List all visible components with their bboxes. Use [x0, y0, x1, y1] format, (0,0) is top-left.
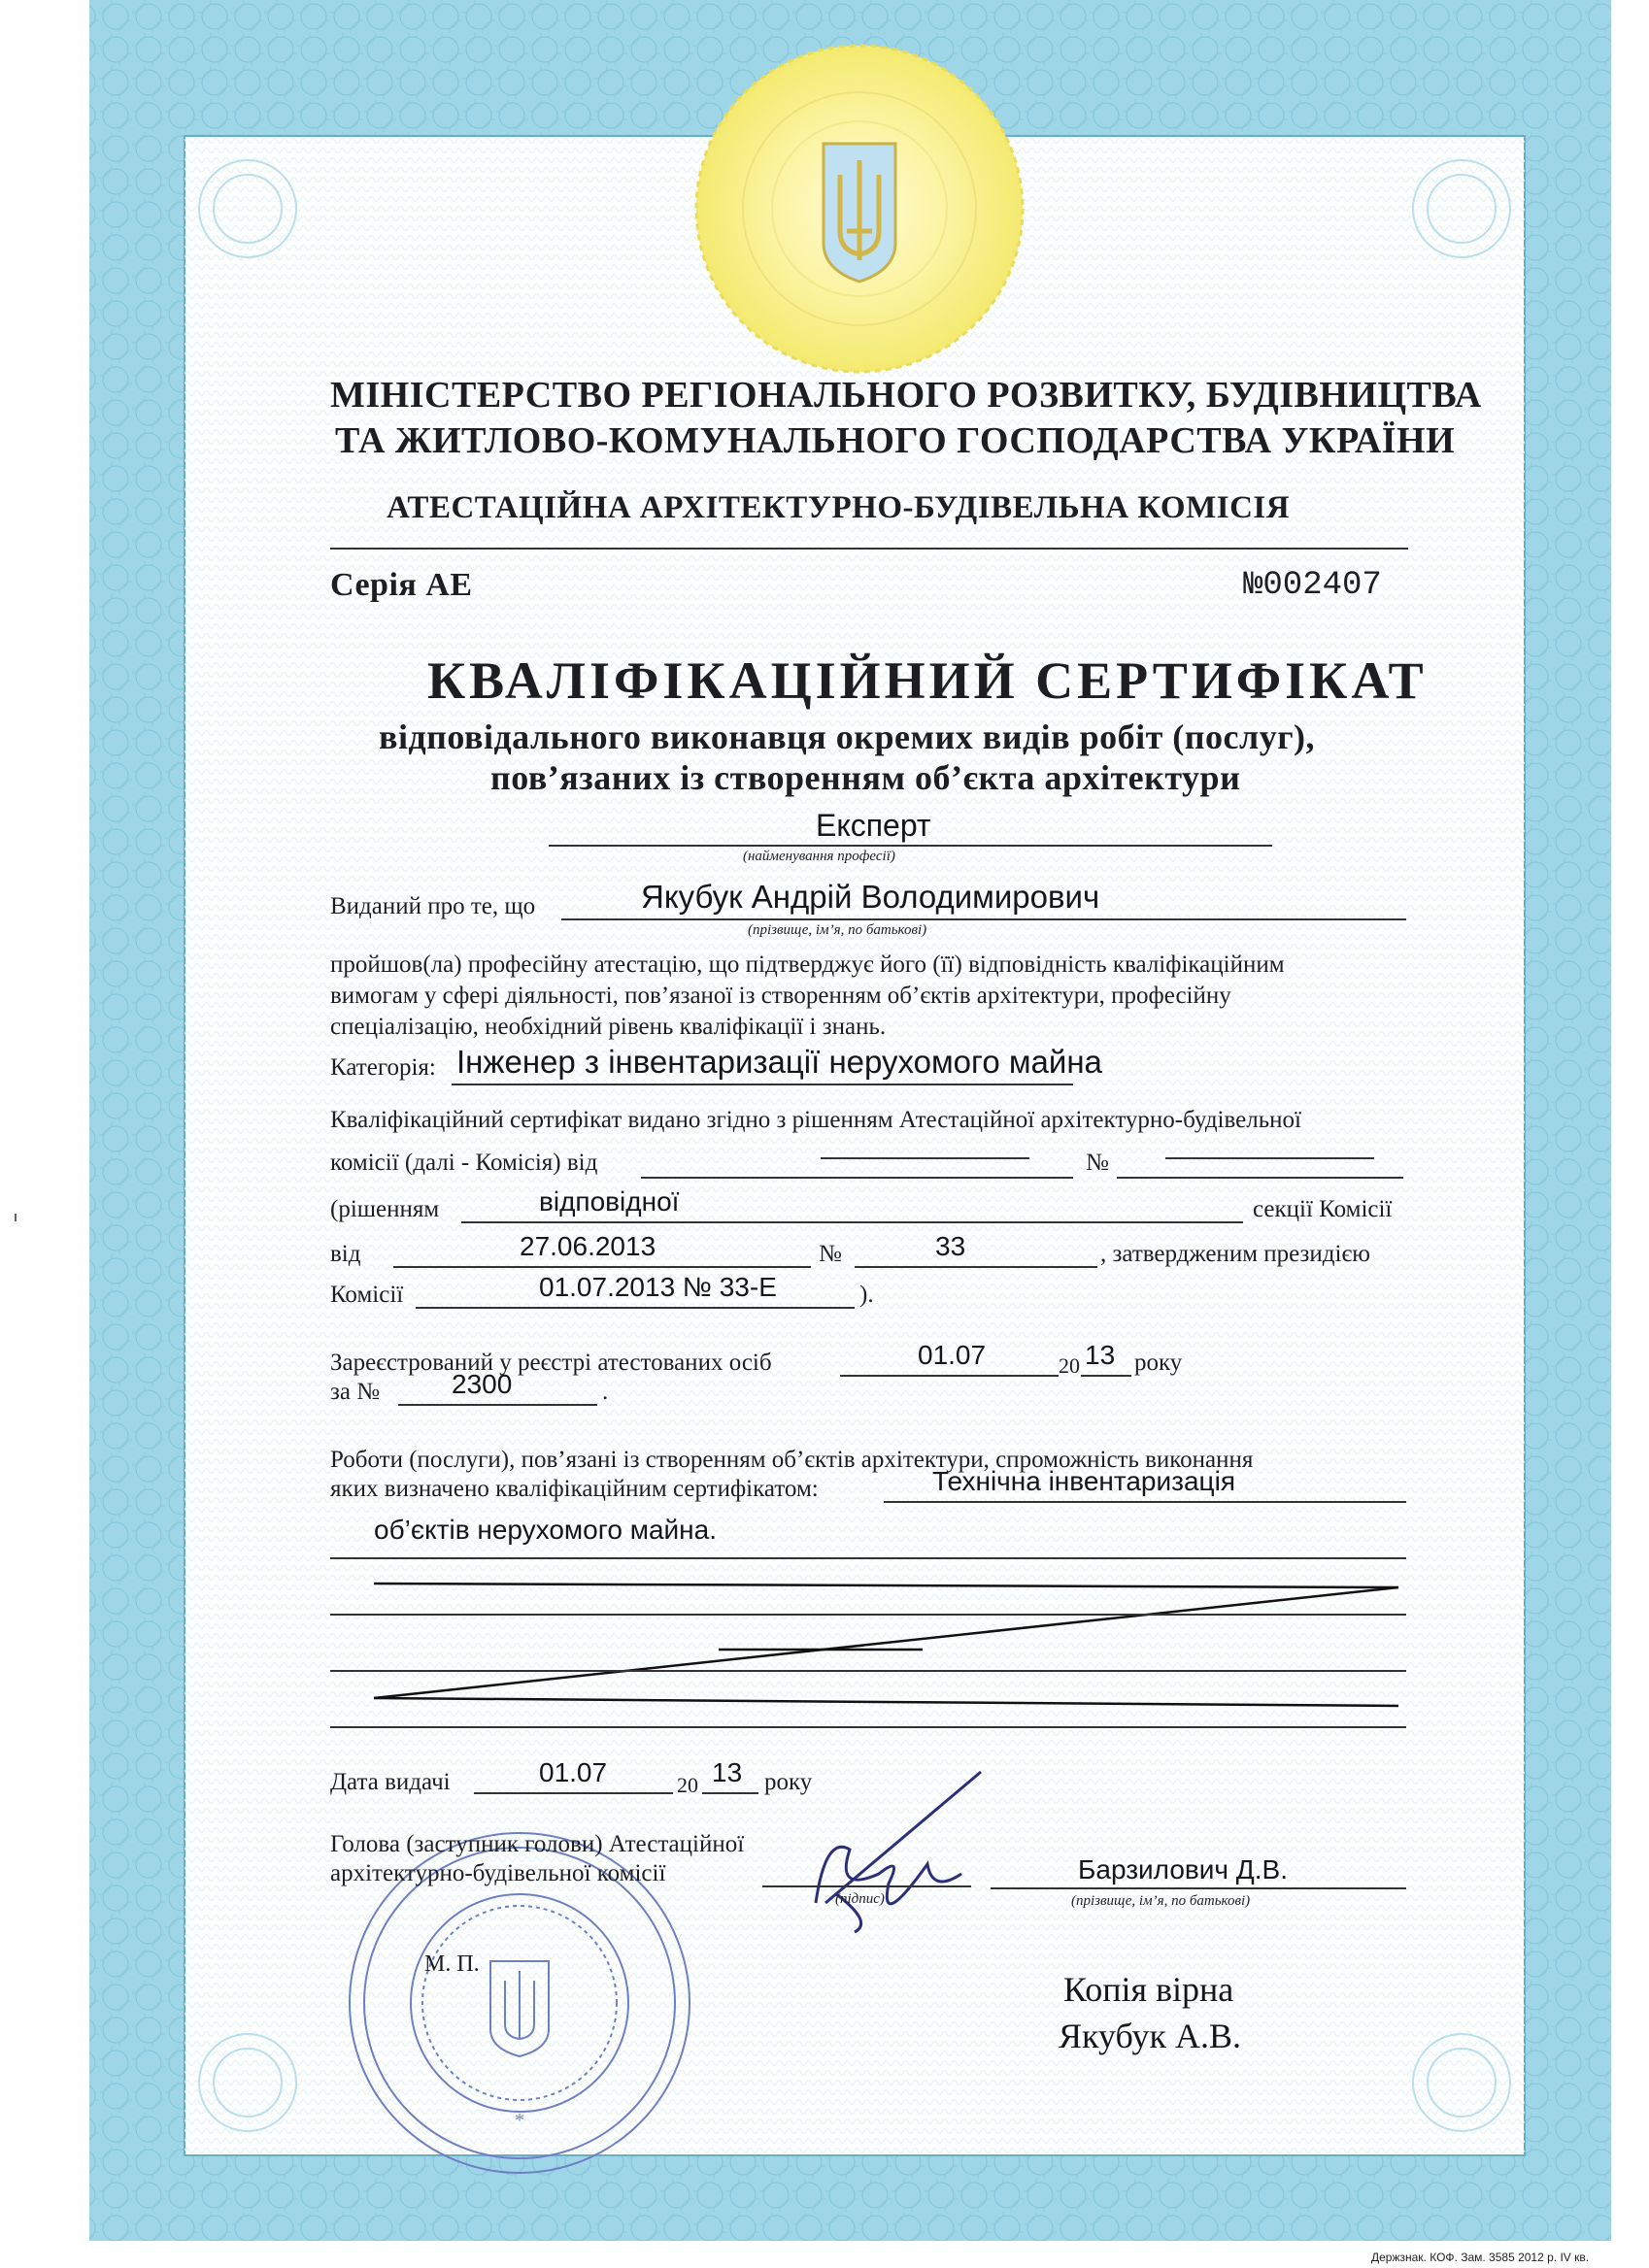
- issued-label: Виданий про те, що: [330, 893, 536, 919]
- body-line3: спеціалізацію, необхідний рівень кваліфікації і знань.: [330, 1014, 887, 1040]
- decision-number: 33: [935, 1231, 966, 1261]
- chair-caption: (прізвище, ім’я, по батькові): [1071, 1893, 1251, 1909]
- body-line1: пройшов(ла) професійну атестацію, що підтверджує його (її) відповідність кваліфікаційним: [330, 951, 1285, 978]
- decision-line4-end: , затвердженим президією: [1100, 1241, 1370, 1267]
- commission-name: АТЕСТАЦІЙНА АРХІТЕКТУРНО-БУДІВЕЛЬНА КОМІСІЯ: [387, 490, 1291, 525]
- registry-year-suffix: року: [1134, 1350, 1183, 1376]
- svg-text:*: *: [515, 2110, 524, 2131]
- registry-year: 13: [1085, 1340, 1116, 1370]
- decision-line2-label: комісії (далі - Комісія) від: [330, 1150, 598, 1176]
- ministry-line1: МІНІСТЕРСТВО РЕГІОНАЛЬНОГО РОЗВИТКУ, БУДІВНИЦТВА: [330, 375, 1482, 416]
- sign-caption: (підпис): [835, 1891, 885, 1907]
- category-value: Інженер з інвентаризації нерухомого майна: [456, 1044, 1102, 1080]
- stamp-place: М. П.: [424, 1951, 480, 1977]
- decision-line1: Кваліфікаційний сертифікат видано згідно з рішенням Атестаційної архітектурно-будівельної: [330, 1107, 1301, 1133]
- profession-value: Експерт: [816, 808, 931, 843]
- certificate-number: №002407: [1243, 567, 1382, 604]
- holder-name: Якубук Андрій Володимирович: [641, 879, 1100, 915]
- decision-line3-label: (рішенням: [330, 1196, 440, 1222]
- issue-date: 01.07: [539, 1757, 608, 1787]
- works-line2-label: яких визначено кваліфікаційним сертифікатом:: [330, 1476, 819, 1502]
- issue-date-label: Дата видачі: [330, 1769, 451, 1795]
- works-value: Технічна інвентаризація: [932, 1466, 1235, 1496]
- works-value-cont: об’єктів нерухомого майна.: [374, 1515, 717, 1545]
- registry-year-prefix: 20: [1059, 1353, 1080, 1378]
- trident-icon: [824, 144, 895, 282]
- registry-no-end: .: [602, 1379, 609, 1405]
- registry-number: 2300: [452, 1369, 513, 1399]
- printer-imprint: Держзнак. КОФ. Зам. 3585 2012 р. IV кв.: [1371, 2251, 1590, 2264]
- registry-label: Зареєстрований у реєстрі атестованих осіб: [330, 1350, 772, 1376]
- category-label: Категорія:: [330, 1054, 436, 1081]
- title-sub1: відповідального виконавця окремих видів робіт (послуг),: [379, 717, 1316, 756]
- series-label: Серія АЕ: [330, 567, 473, 603]
- presidium-decision: 01.07.2013 № 33-Е: [539, 1272, 777, 1302]
- issue-year: 13: [712, 1757, 743, 1787]
- decision-line4-label: від: [330, 1241, 361, 1267]
- registry-date: 01.07: [918, 1340, 987, 1370]
- issued-caption: (прізвище, ім’я, по батькові): [748, 922, 927, 938]
- chair-name: Барзилович Д.В.: [1078, 1854, 1288, 1884]
- copy-note-line1: Копія вірна: [1063, 1970, 1234, 2009]
- certificate-title: КВАЛІФІКАЦІЙНИЙ СЕРТИФІКАТ: [427, 651, 1428, 710]
- head-title-line2: архітектурно-будівельної комісії: [330, 1860, 666, 1886]
- decision-line5-end: ).: [859, 1282, 874, 1308]
- registry-no-label: за №: [330, 1379, 381, 1405]
- decision-no-label: №: [819, 1241, 842, 1267]
- works-line1: Роботи (послуги), пов’язані із створенням об’єктів архітектури, спроможність виконання: [330, 1447, 1254, 1473]
- title-sub2: пов’язаних із створенням об’єкта архітектури: [490, 758, 1241, 797]
- header-rule: [330, 548, 1408, 550]
- head-title-line1: Голова (заступник голови) Атестаційної: [330, 1831, 745, 1857]
- decision-line5-label: Комісії: [330, 1282, 404, 1308]
- decision-section: відповідної: [539, 1186, 680, 1217]
- body-line2: вимогам у сфері діяльності, пов’язаної із створенням об’єктів архітектури, професійну: [330, 983, 1231, 1009]
- profession-caption: (найменування професії): [743, 849, 895, 864]
- decision-date: 27.06.2013: [520, 1231, 656, 1261]
- issue-year-prefix: 20: [677, 1773, 698, 1797]
- copy-note-line2: Якубук А.В.: [1059, 2017, 1241, 2055]
- decision-line3-end: секції Комісії: [1253, 1196, 1393, 1222]
- issue-year-suffix: року: [764, 1769, 813, 1795]
- ministry-line2: ТА ЖИТЛОВО-КОМУНАЛЬНОГО ГОСПОДАРСТВА УКРАЇНИ: [335, 420, 1456, 461]
- decision-no-sign: №: [1086, 1150, 1109, 1176]
